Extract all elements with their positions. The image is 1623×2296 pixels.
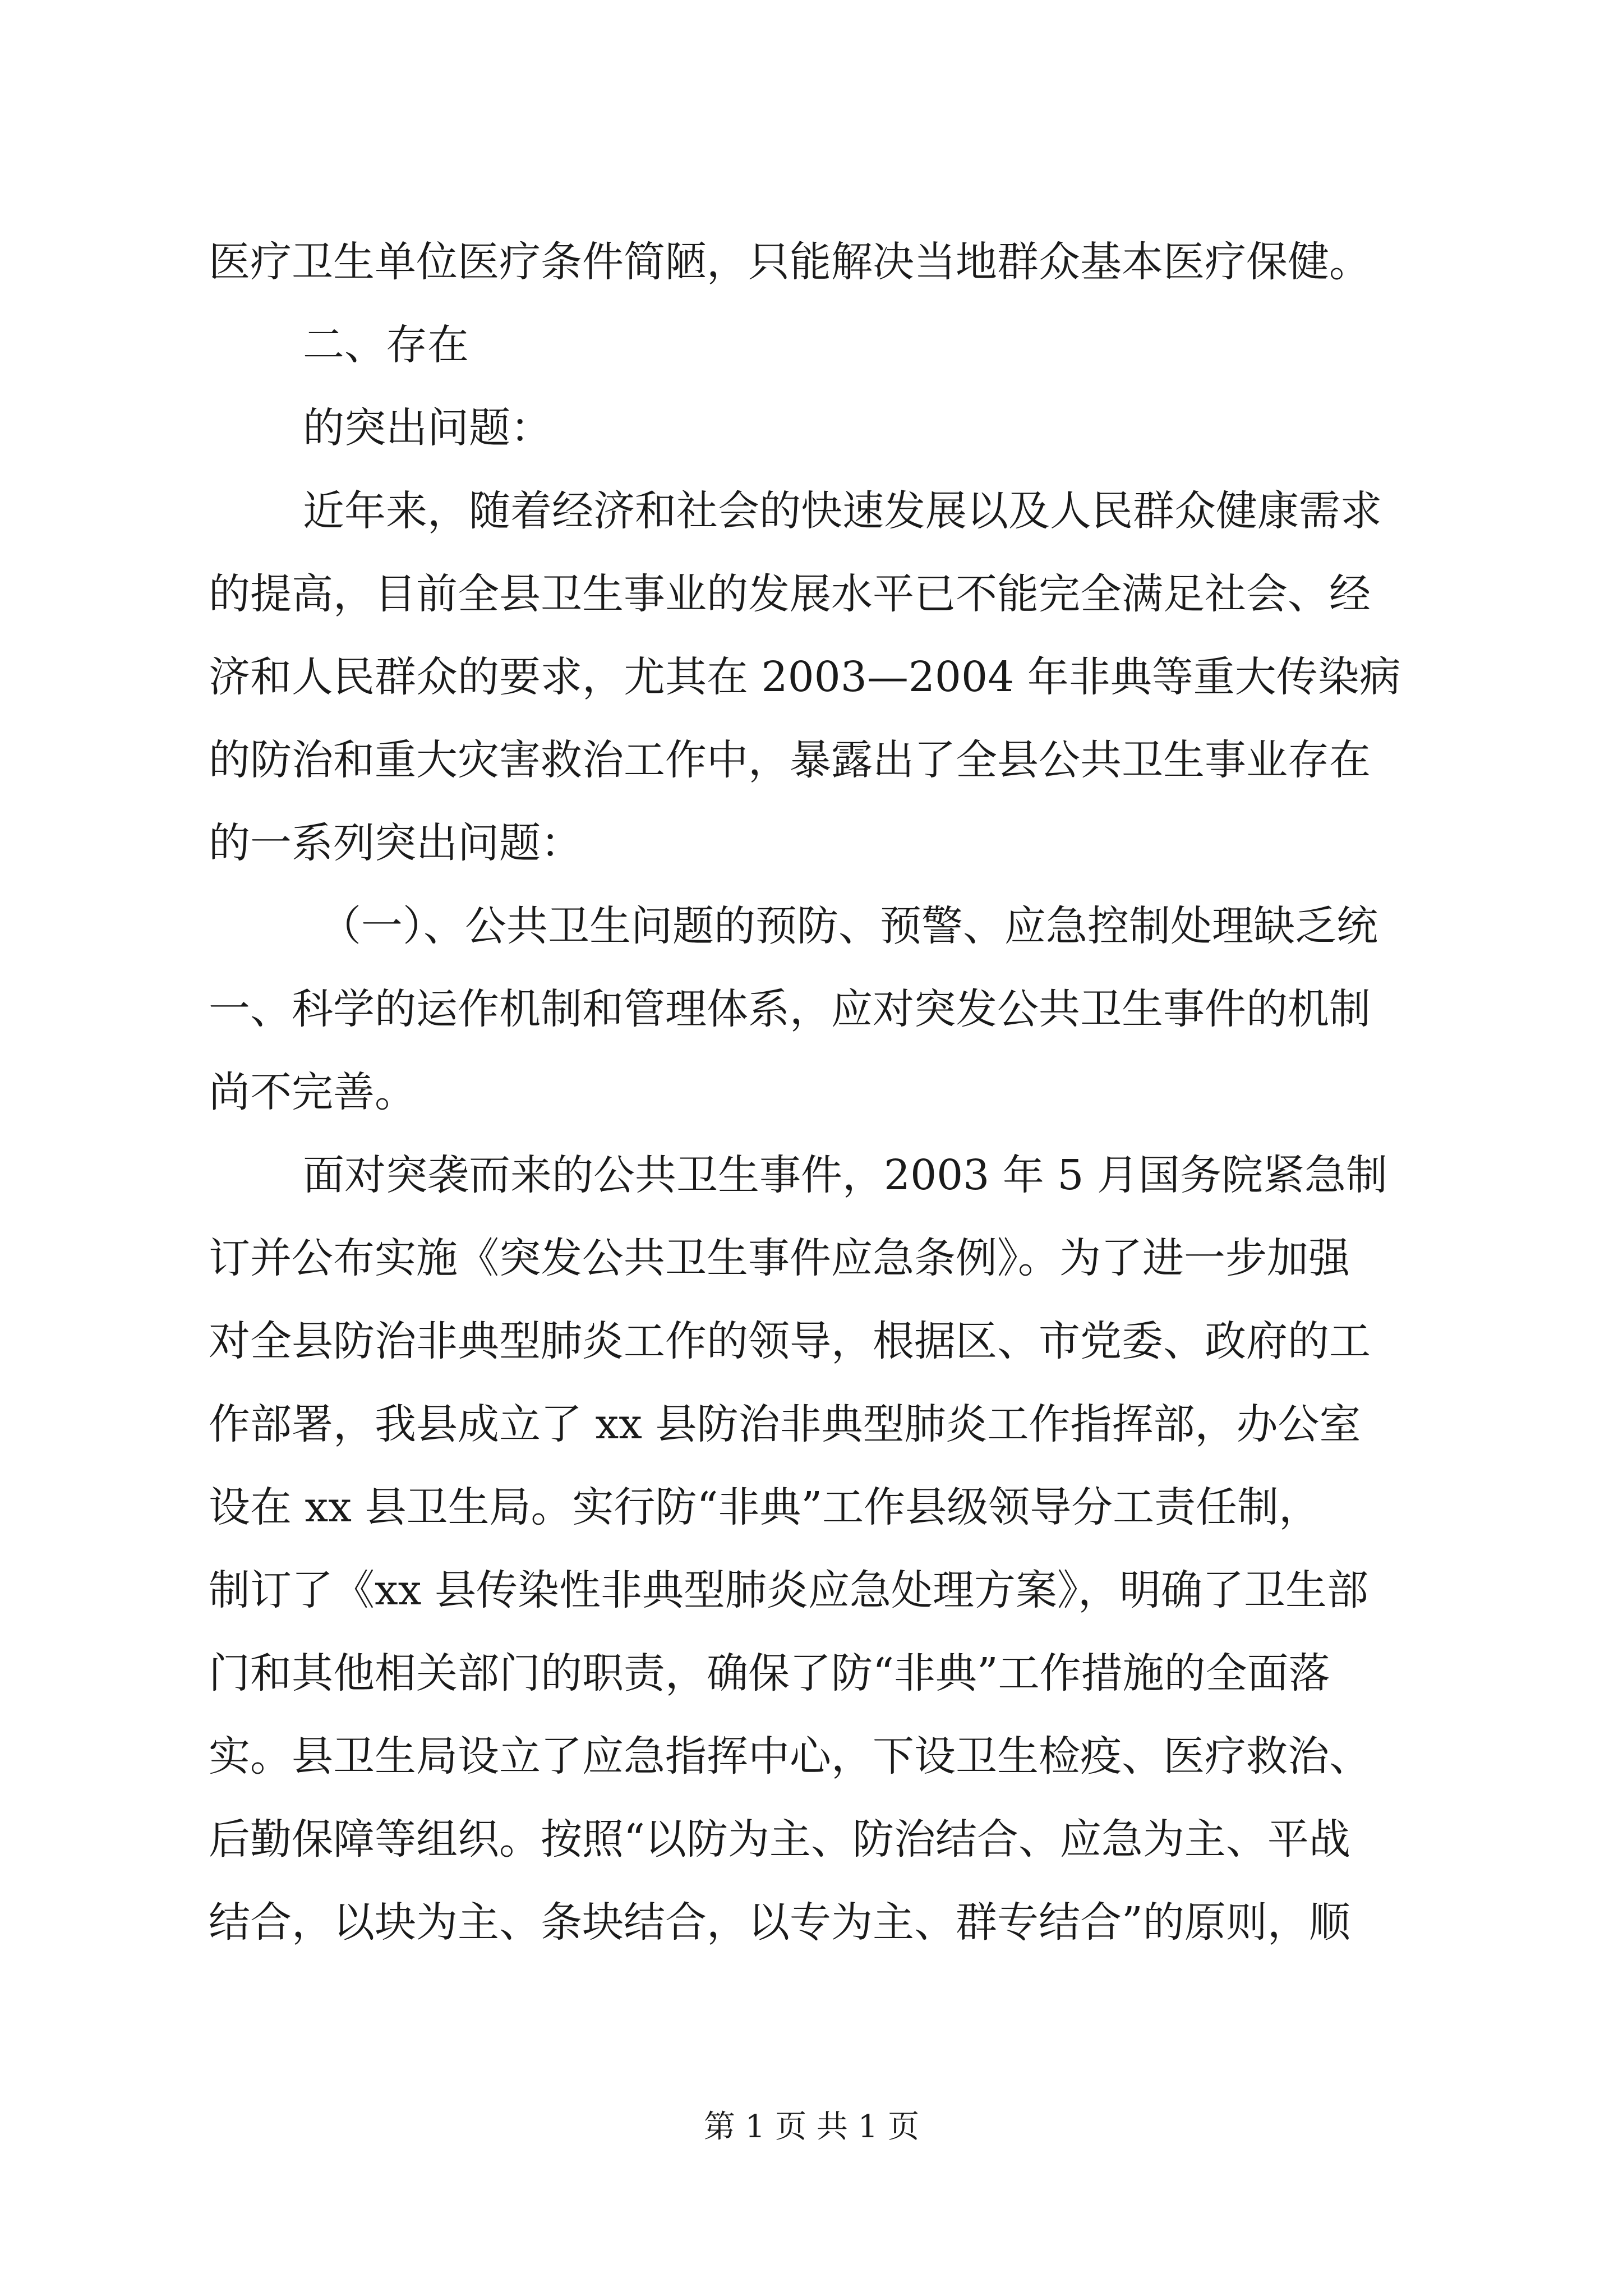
text-line: 一、科学的运作机制和管理体系，应对突发公共卫生事件的机制 [209, 985, 1371, 1033]
text-line: 作部署，我县成立了 xx 县防治非典型肺炎工作指挥部，办公室 [209, 1400, 1361, 1448]
text-line: 后勤保障等组织。按照“以防为主、防治结合、应急为主、平战 [209, 1815, 1350, 1864]
text-line: 对全县防治非典型肺炎工作的领导，根据区、市党委、政府的工 [209, 1317, 1371, 1365]
text-line: 订并公布实施《突发公共卫生事件应急条例》。为了进一步加强 [209, 1234, 1350, 1282]
text-line: 尚不完善。 [209, 1068, 416, 1116]
text-line: 的提高，目前全县卫生事业的发展水平已不能完全满足社会、经 [209, 570, 1371, 618]
text-line: 实。县卫生局设立了应急指挥中心，下设卫生检疫、医疗救治、 [209, 1732, 1371, 1780]
text-line: 结合，以块为主、条块结合，以专为主、群专结合”的原则，顺 [209, 1898, 1350, 1947]
text-line: 医疗卫生单位医疗条件简陋，只能解决当地群众基本医疗保健。 [209, 238, 1371, 286]
text-line: 近年来，随着经济和社会的快速发展以及人民群众健康需求 [303, 487, 1382, 535]
text-line: 门和其他相关部门的职责，确保了防“非典”工作措施的全面落 [209, 1649, 1330, 1697]
text-line: 济和人民群众的要求，尤其在 2003—2004 年非典等重大传染病 [209, 653, 1401, 701]
text-line: 面对突袭而来的公共卫生事件，2003 年 5 月国务院紧急制 [303, 1151, 1387, 1199]
text-line: 设在 xx 县卫生局。实行防“非典”工作县级领导分工责任制， [209, 1483, 1321, 1531]
subsection-heading: （一）、公共卫生问题的预防、预警、应急控制处理缺乏统 [320, 902, 1378, 950]
section-heading-continued: 的突出问题： [303, 404, 552, 452]
text-line: 制订了《xx 县传染性非典型肺炎应急处理方案》，明确了卫生部 [209, 1566, 1368, 1614]
text-line: 的防治和重大灾害救治工作中，暴露出了全县公共卫生事业存在 [209, 736, 1371, 784]
text-line: 的一系列突出问题： [209, 819, 582, 867]
page-footer: 第 1 页 共 1 页 [703, 2109, 920, 2145]
section-heading: 二、存在 [303, 321, 469, 369]
